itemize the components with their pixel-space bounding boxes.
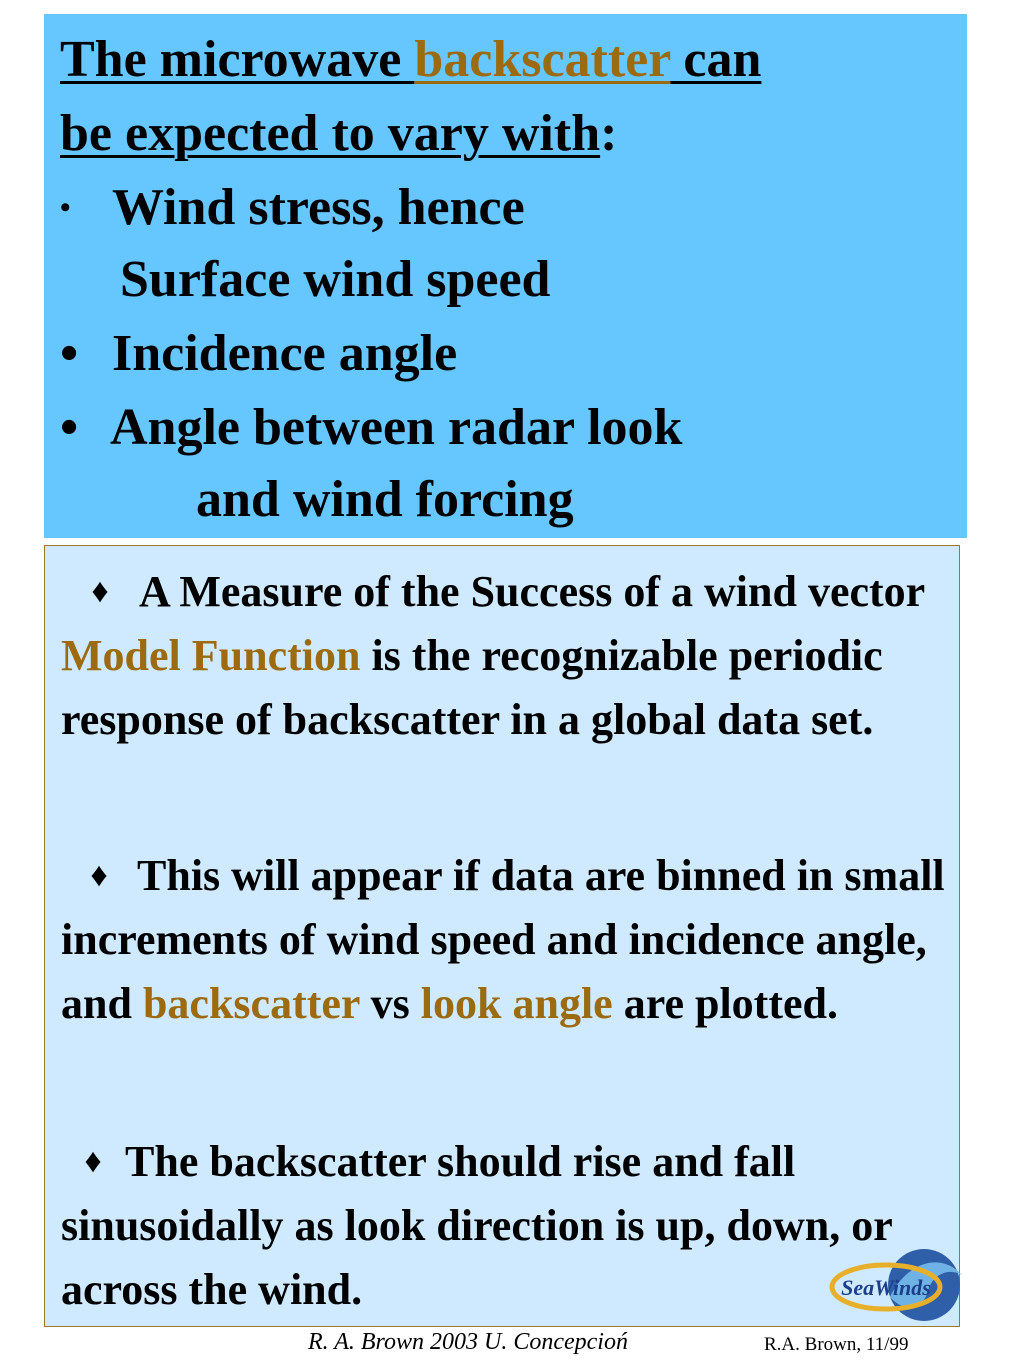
p1-accent: Model Function <box>61 631 361 680</box>
diamond-bullet-1: ♦ <box>91 573 109 610</box>
bullet-1: • <box>60 191 71 224</box>
bottom-panel <box>44 545 960 1327</box>
title-line-2 <box>60 104 617 164</box>
title-accent: backscatter <box>414 31 671 88</box>
p2-text-c: are plotted. <box>612 979 838 1028</box>
diamond-bullet-2: ♦ <box>90 857 108 894</box>
footer-date: R.A. Brown, 11/99 <box>764 1334 909 1355</box>
paragraph-1 <box>61 560 951 752</box>
item-2: Incidence angle <box>112 325 458 382</box>
p3-text: The backscatter should rise and fall sinusoidally as look direction is up, down, or across the wind. <box>61 1137 892 1314</box>
bullet-2: • <box>60 325 79 382</box>
p2-accent-look-angle: look angle <box>420 979 613 1028</box>
top-panel <box>44 14 967 538</box>
footer-credit: R. A. Brown 2003 U. Concepcioń <box>308 1329 628 1355</box>
p1-text-a: A Measure of the Success of a wind vector <box>139 567 925 616</box>
title-line-2-text: be expected to vary with <box>60 105 601 162</box>
title-colon: : <box>600 105 618 162</box>
seawinds-logo <box>828 1245 968 1327</box>
title-part-2: can <box>670 31 762 88</box>
paragraph-3 <box>61 1130 951 1322</box>
title-line-1 <box>60 30 761 90</box>
logo-text: SeaWinds <box>841 1275 931 1300</box>
p2-text-b: vs <box>359 979 421 1028</box>
p1-text-b: is the recognizable periodic response of backscatter in a global data set. <box>61 631 883 744</box>
title-part-1: The microwave <box>60 31 415 88</box>
p2-accent-backscatter: backscatter <box>142 979 360 1028</box>
bullet-3: • <box>60 399 79 456</box>
item-3-line-2: and wind forcing <box>196 471 574 528</box>
item-1-line-1: Wind stress, hence <box>112 179 525 236</box>
item-3-line-1: Angle between radar look <box>110 399 683 456</box>
p2-text-a: This will appear if data are binned in small increments of wind speed and incidence angle, and <box>61 851 945 1028</box>
item-1-line-2: Surface wind speed <box>120 251 551 308</box>
paragraph-2 <box>61 844 951 1036</box>
diamond-bullet-3: ♦ <box>84 1143 102 1180</box>
